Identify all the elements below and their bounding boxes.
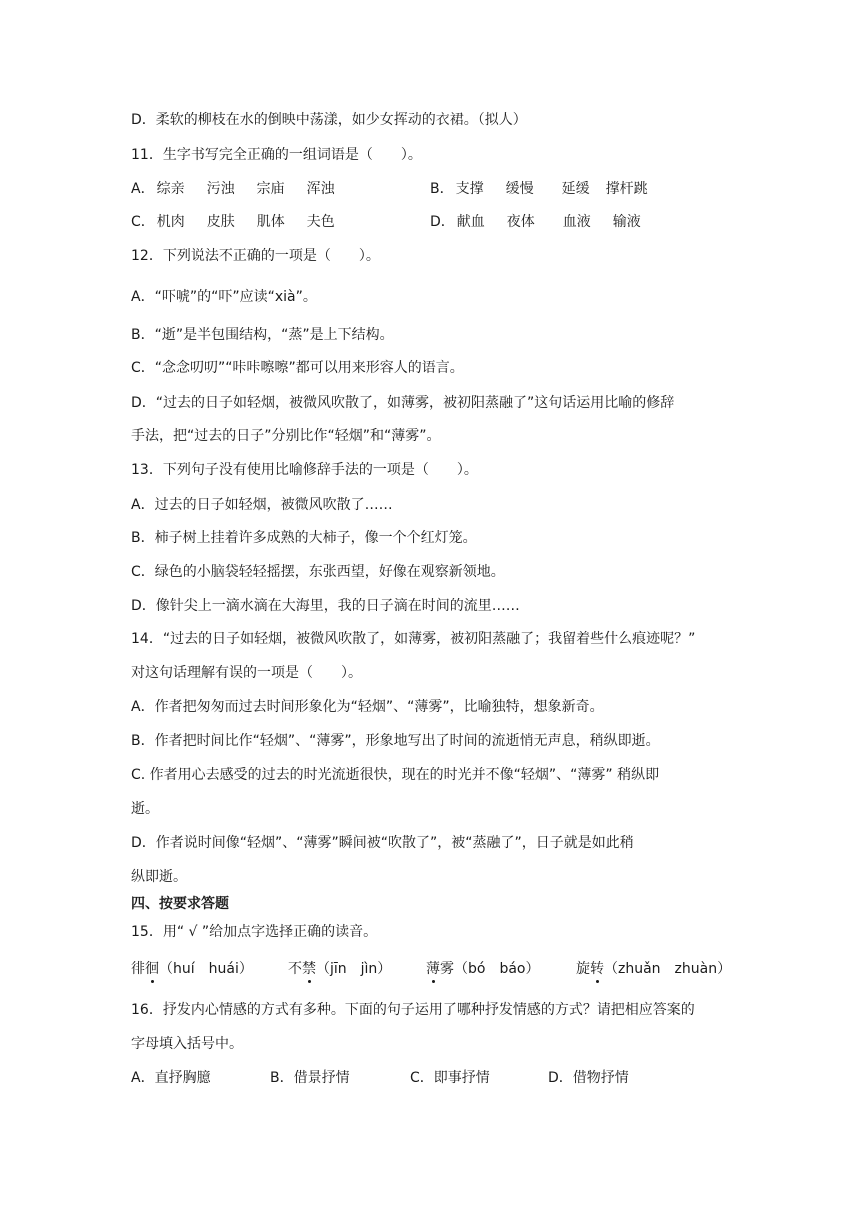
- section-heading: 四、按要求答题: [131, 896, 229, 912]
- dotted-char: 薄: [426, 961, 440, 977]
- word: 皮肤: [206, 214, 235, 230]
- word: 机肉: [156, 214, 185, 230]
- q14-option-c-line1: C. 作者用心去感受的过去的时光流逝很快，现在的时光并不像“轻烟”、“薄雾” 稍纵即: [131, 767, 660, 783]
- word: 撑杆跳: [605, 181, 648, 197]
- q12-option-d-line1: D．“过去的日子如轻烟，被微风吹散了，如薄雾，被初阳蒸融了”这句话运用比喻的修辞: [131, 395, 675, 411]
- question-16-line1: 16．抒发内心情感的方式有多种。下面的句子运用了哪种抒发情感的方式？请把相应答案的: [131, 1002, 695, 1018]
- q10-option-d: D．柔软的柳枝在水的倒映中荡漾，如少女挥动的衣裙。（拟人）: [131, 112, 527, 128]
- word: 输液: [612, 214, 641, 230]
- word: 缓慢: [505, 181, 534, 197]
- question-14-line2: 对这句话理解有误的一项是（ ）。: [131, 665, 362, 681]
- question-11: 11．生字书写完全正确的一组词语是（ ）。: [131, 147, 422, 163]
- q16-option-d: D．借物抒情: [548, 1070, 629, 1086]
- word: 血液: [562, 214, 591, 230]
- q11-option-d: [430, 212, 641, 232]
- q16-option-c: C．即事抒情: [410, 1070, 490, 1086]
- q14-option-b: B．作者把时间比作“轻烟”、“薄雾”，形象地写出了时间的流逝悄无声息，稍纵即逝。: [131, 733, 660, 749]
- dotted-char: 徊: [145, 961, 159, 977]
- word: 浑浊: [306, 181, 335, 197]
- q13-option-d: D．像针尖上一滴水滴在大海里，我的日子滴在时间的流里……: [131, 598, 520, 614]
- q14-option-c-line2: 逝。: [131, 801, 159, 817]
- q14-option-a: A．作者把匆匆而过去时间形象化为“轻烟”、“薄雾”，比喻独特，想象新奇。: [131, 699, 604, 715]
- question-15: 15．用“ √ ”给加点字选择正确的读音。: [131, 924, 378, 940]
- word: 肌体: [256, 214, 285, 230]
- word: 献血: [456, 214, 485, 230]
- q16-option-a: A．直抒胸臆: [131, 1070, 211, 1086]
- question-16-line2: 字母填入括号中。: [131, 1036, 243, 1052]
- q14-option-d-line1: D．作者说时间像“轻烟”、“薄雾”瞬间被“吹散了”，被“蒸融了”，日子就是如此稍: [131, 835, 634, 851]
- dotted-char: 转: [590, 961, 604, 977]
- q15-item-1: [131, 959, 253, 979]
- q15-item-2: [288, 959, 391, 979]
- q12-option-d-line2: 手法，把“过去的日子”分别比作“轻烟”和“薄雾”。: [131, 428, 441, 444]
- pinyin-choices: （jīn jìn）: [316, 961, 392, 977]
- word: 宗庙: [256, 181, 285, 197]
- q12-option-b: B．“逝”是半包围结构，“蒸”是上下结构。: [131, 327, 394, 343]
- word: 污浊: [206, 181, 235, 197]
- option-label: C．: [131, 214, 155, 230]
- q16-option-b: B．借景抒情: [270, 1070, 350, 1086]
- word: 夜体: [506, 214, 535, 230]
- word: 夫色: [306, 214, 335, 230]
- word: 延缓: [561, 181, 590, 197]
- q11-option-c: [131, 212, 335, 232]
- option-label: B．: [430, 181, 454, 197]
- q11-option-a: [131, 179, 335, 199]
- word: 综亲: [156, 181, 185, 197]
- q13-option-c: C．绿色的小脑袋轻轻摇摆，东张西望，好像在观察新领地。: [131, 564, 505, 580]
- q13-option-a: A．过去的日子如轻烟，被微风吹散了……: [131, 497, 393, 513]
- pinyin-choices: （huí huái）: [159, 961, 253, 977]
- q14-option-d-line2: 纵即逝。: [131, 869, 187, 885]
- q12-option-a: A．“吓唬”的“吓”应读“xià”。: [131, 289, 317, 305]
- dotted-char: 禁: [302, 961, 316, 977]
- question-14-line1: 14．“过去的日子如轻烟，被微风吹散了，如薄雾，被初阳蒸融了；我留着些什么痕迹呢？”: [131, 631, 696, 647]
- char: 徘: [131, 961, 145, 977]
- q15-item-3: [426, 959, 539, 979]
- pinyin-choices: （zhuǎn zhuàn）: [604, 961, 732, 977]
- char: 不: [288, 961, 302, 977]
- question-13: 13．下列句子没有使用比喻修辞手法的一项是（ ）。: [131, 462, 478, 478]
- pinyin-choices: （bó báo）: [454, 961, 540, 977]
- option-label: A．: [131, 181, 155, 197]
- option-label: D．: [430, 214, 455, 230]
- q12-option-c: C．“念念叨叨”“咔咔嚓嚓”都可以用来形容人的语言。: [131, 360, 464, 376]
- q11-option-b: [430, 179, 648, 199]
- word: 支撑: [455, 181, 484, 197]
- char: 雾: [440, 961, 454, 977]
- q15-item-4: [576, 959, 731, 979]
- q13-option-b: B．柿子树上挂着许多成熟的大柿子，像一个个红灯笼。: [131, 530, 477, 546]
- question-12: 12．下列说法不正确的一项是（ ）。: [131, 248, 380, 264]
- char: 旋: [576, 961, 590, 977]
